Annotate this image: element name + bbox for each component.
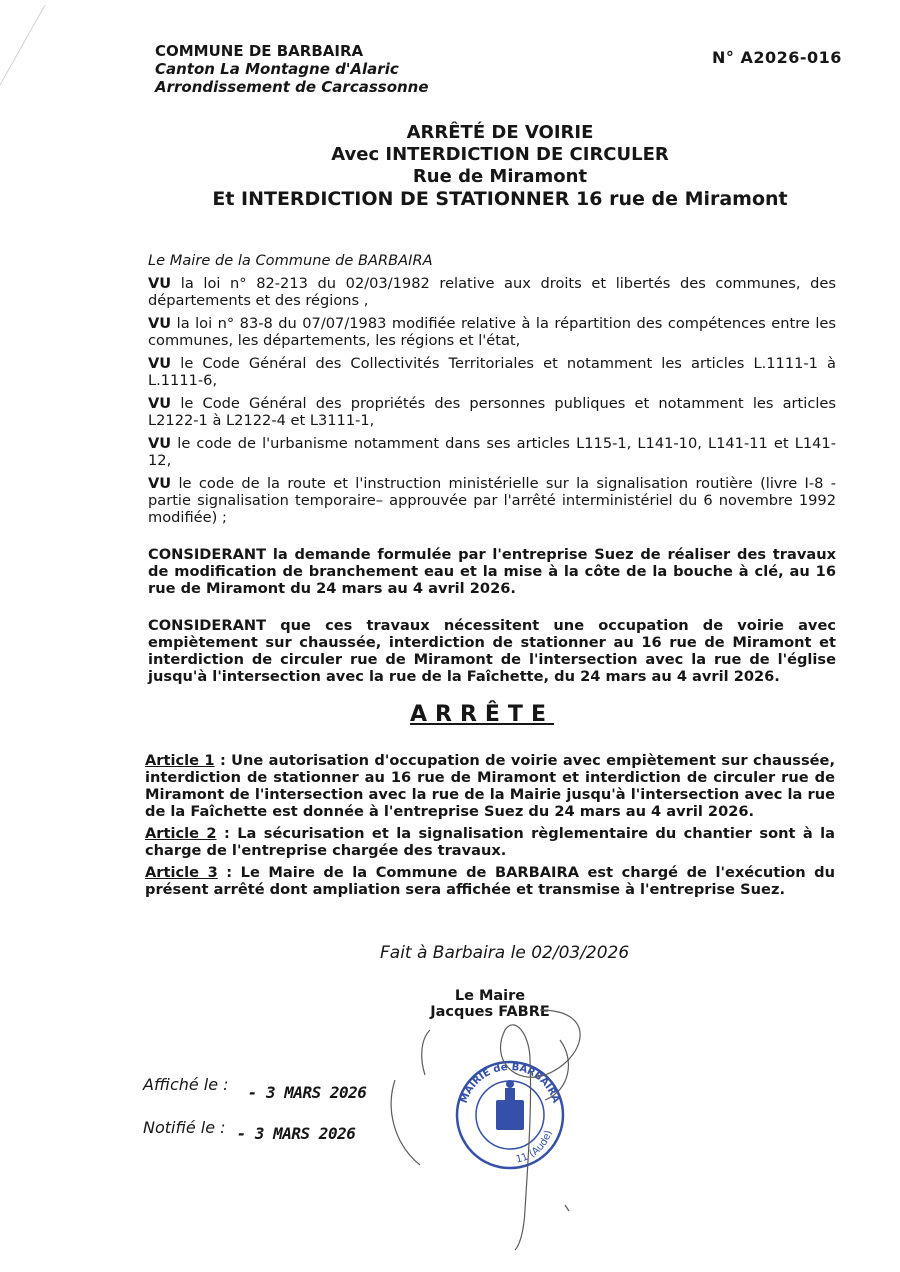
considerant-clause: CONSIDERANT la demande formulée par l'entreprise Suez de réaliser des travaux de modification de branchement eau et la mise à la côte de la bouche à clé, au 16 rue de Miramont du 24 mars au 4 avril 2026.: [148, 546, 836, 597]
considerant-clause: CONSIDERANT que ces travaux nécessitent une occupation de voirie avec empiètement sur chaussée, interdiction de stationner au 16 rue de Miramont et interdiction de circuler rue de Miramont de l'intersection avec la rue de l'église jusqu'à l'intersection avec la rue de la Faîchette, du 24 mars au 4 avril 2026.: [148, 617, 836, 685]
vu-clause: VU le code de l'urbanisme notamment dans ses articles L115-1, L141-10, L141-11 et L141-12,: [148, 435, 836, 469]
canton-name: Canton La Montagne d'Alaric: [155, 60, 399, 78]
article-item: Article 1 : Une autorisation d'occupation de voirie avec empiètement sur chaussée, interdiction de stationner au 16 rue de Miramont et interdiction de circuler rue de Miramont de l'intersection avec la rue de la Mairie jusqu'à l'intersection avec la rue de la Faîchette est donnée à l'entreprise Suez du 24 mars au 4 avril 2026.: [145, 752, 835, 820]
document-number: N° A2026-016: [712, 48, 842, 67]
mayor-seal: [457, 1062, 563, 1168]
title-line: Rue de Miramont: [412, 166, 588, 187]
commune-name: COMMUNE DE BARBAIRA: [155, 42, 364, 60]
seal-bottom-text: 11 (Aude): [514, 1129, 555, 1166]
article-label: Article 3: [145, 864, 218, 881]
place-date-line: Fait à Barbaira le 02/03/2026: [380, 943, 630, 963]
article-item: Article 2 : La sécurisation et la signalisation règlementaire du chantier sont à la charge de l'entreprise chargée des travaux.: [145, 825, 835, 859]
notification-label: Notifié le :: [143, 1118, 226, 1137]
notification-date-stamp: - 3 MARS 2026: [236, 1124, 356, 1143]
article-label: Article 2: [145, 825, 217, 842]
vu-clause: VU la loi n° 82-213 du 02/03/1982 relative aux droits et libertés des communes, des départements et des régions ,: [148, 275, 836, 309]
vu-clause: VU la loi n° 83-8 du 07/07/1983 modifiée relative à la répartition des compétences entre les communes, les départements, les régions et l'état,: [148, 315, 836, 349]
notification-date-row: [143, 1118, 356, 1143]
title-line: ARRÊTÉ DE VOIRIE: [406, 122, 594, 143]
title-line: Et INTERDICTION DE STATIONNER 16 rue de Miramont: [212, 188, 788, 210]
arrondissement-name: Arrondissement de Carcassonne: [155, 78, 429, 96]
signature-icon: [391, 1010, 580, 1250]
signatory-name: Jacques FABRE: [430, 1004, 550, 1020]
arrete-heading: ARRÊTE: [410, 702, 554, 727]
seal-top-text: MAIRIE de BARBAIRA: [458, 1061, 562, 1105]
vu-clause: VU le code de la route et l'instruction ministérielle sur la signalisation routière (livre I-8 - partie signalisation temporaire– approuvée par l'arrêté interministériel du 6 novembre 1992 modifiée) ;: [148, 475, 836, 526]
vu-clause: VU le Code Général des Collectivités Territoriales et notamment les articles L.1111-1 à L.1111-6,: [148, 355, 836, 389]
posting-date-row: [143, 1075, 367, 1102]
signatory-role: Le Maire: [454, 988, 526, 1004]
posting-label: Affiché le :: [143, 1075, 229, 1094]
title-line: Avec INTERDICTION DE CIRCULER: [331, 144, 669, 165]
vu-clause: VU le Code Général des propriétés des personnes publiques et notamment les articles L2122-1 à L2122-4 et L3111-1,: [148, 395, 836, 429]
article-item: Article 3 : Le Maire de la Commune de BARBAIRA est chargé de l'exécution du présent arrêté dont ampliation sera affichée et transmise à l'entreprise Suez.: [145, 864, 835, 898]
posting-date-stamp: - 3 MARS 2026: [247, 1083, 367, 1102]
maire-line: Le Maire de la Commune de BARBAIRA: [148, 252, 433, 269]
article-label: Article 1: [145, 752, 215, 769]
